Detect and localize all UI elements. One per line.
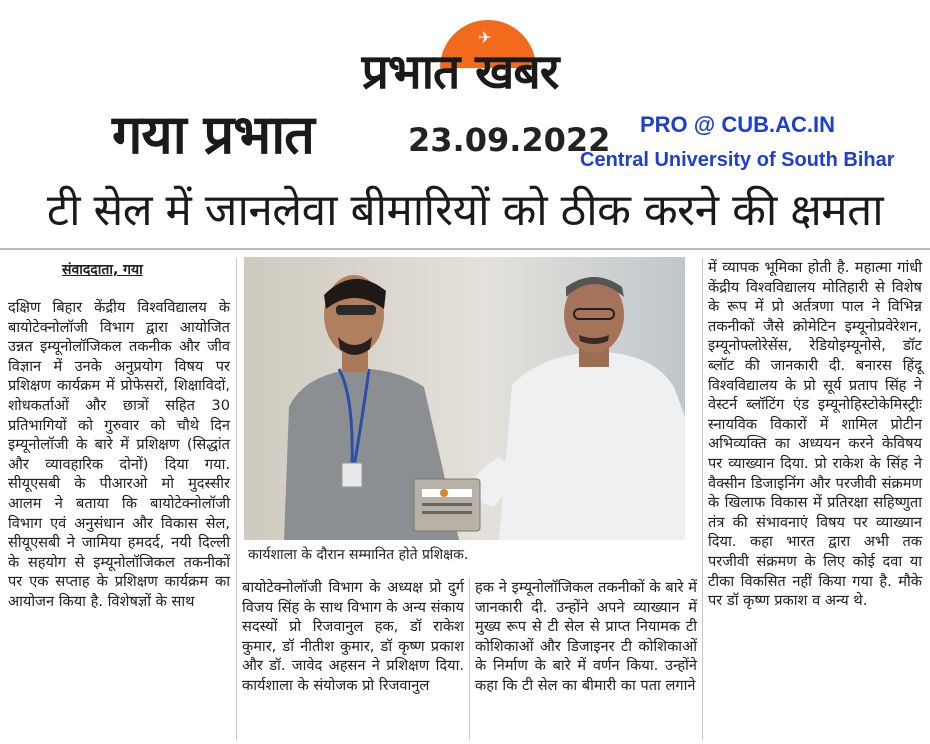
byline: संवाददाता, गया (62, 262, 143, 278)
newspaper-name: प्रभात खबर (361, 44, 559, 100)
article-column-2: बायोटेक्नोलॉजी विभाग के अध्यक्ष प्रो दुर्ग विजय सिंह के साथ विभाग के अन्य संकाय सदस्यों प्रो रिजवानुल हक, डॉ राकेश कुमार, डॉ नीतीश कुमार, डॉ कृष्ण प्रकाश और डॉ. जावेद अहसन ने प्रशिक्षण दिया. कार्यशाला के संयोजक प्रो रिजवानुल (242, 579, 464, 694)
masthead (300, 20, 620, 100)
article-column-1: दक्षिण बिहार केंद्रीय विश्वविद्यालय के बायोटेक्नोलॉजी विभाग द्वारा आयोजित उन्नत इम्यूनोलॉजिकल तकनीक और जीव विज्ञान में उनके अनुप्रयोग विषय पर प्रशिक्षण कार्यक्रम में प्रोफेसरों, शिक्षाविदों, शोधकर्ताओं और छात्रों सहित 30 प्रतिभागियों को गुरुवार को चौथे दिन इम्यूनोलॉजी के बारे में प्रशिक्षण (सिद्धांत और व्यावहारिक दोनों) दिया गया. सीयूएसबी के पीआरओ मो मुदस्सीर आलम ने बताया कि बायोटेक्नोलॉजी विभाग एवं अनुसंधान और विकास सेल, सीयूएसबी ने जामिया हमदर्द, नयी दिल्ली के सहयोग से इम्यूनोलॉजिकल तकनीकों पर एक सप्ताह के प्रशिक्षण कार्यक्रम का आयोजन किया है. विशेषज्ञों के साथ (8, 299, 230, 610)
column-divider (702, 258, 703, 740)
article-headline: टी सेल में जानलेवा बीमारियों को ठीक करने की क्षमता (46, 185, 884, 236)
headline-divider (0, 248, 930, 250)
bird-icon: ✈ (478, 28, 492, 47)
university-name: Central University of South Bihar (580, 149, 895, 171)
publication-date: 23.09.2022 (408, 121, 611, 159)
pro-email-label: PRO @ CUB.AC.IN (640, 112, 836, 137)
edition-title: गया प्रभात (112, 103, 314, 166)
column-divider (236, 258, 237, 740)
article-column-3: हक ने इम्यूनोलॉजिकल तकनीकों के बारे में जानकारी दी. उन्होंने अपने व्याख्यान में मुख्य रूप से टी सेल से प्राप्त नियामक टी कोशिकाओं और डिजाइनर टी कोशिकाओं के निर्माण के बारे में वर्णन किया. उन्होंने कहा कि टी सेल का बीमारी का पता लगाने (475, 579, 697, 694)
photo-illustration (244, 257, 685, 540)
photo-caption: कार्यशाला के दौरान सम्मानित होते प्रशिक्षक. (248, 547, 469, 563)
article-column-4: में व्यापक भूमिका होती है. महात्मा गांधी केंद्रीय विश्वविद्यालय मोतिहारी से विशेष के रूप में प्रो अर्तत्रणा पाल ने विभिन्न तकनीकों जैसे क्रोमेटिन इम्यूनोप्रवेरेशन, इम्यूनोफ्लोरेसेंस, रेडियोइम्यूनोसे, डॉट ब्लॉट की जानकारी दी. बनारस हिंदू विश्वविद्यालय के प्रो सूर्य प्रताप सिंह ने वेस्टर्न ब्लॉटिंग एंड इम्यूनोहिस्टोकेमिस्ट्रीः स्नायविक विकारों में शामिल प्रोटीन अभिव्यक्ति का अध्ययन करने केविषय पर व्याख्यान दिया. प्रो राकेश के सिंह ने वैक्सीन डिजाइनिंग और परजीवी संक्रमण के खिलाफ विकास में प्रतिरक्षा सहिष्णुता तंत्र की संभावनाएं विषय पर व्याख्यान दिया. कहा भारत द्वारा अभी तक परजीवी संक्रमण के लिए कोई दवा या टीका विकसित नहीं किया गया है. मौके पर डॉ कृष्ण प्रकाश व अन्य थे. (708, 259, 922, 610)
article-photo (244, 257, 685, 540)
column-divider (469, 578, 470, 740)
